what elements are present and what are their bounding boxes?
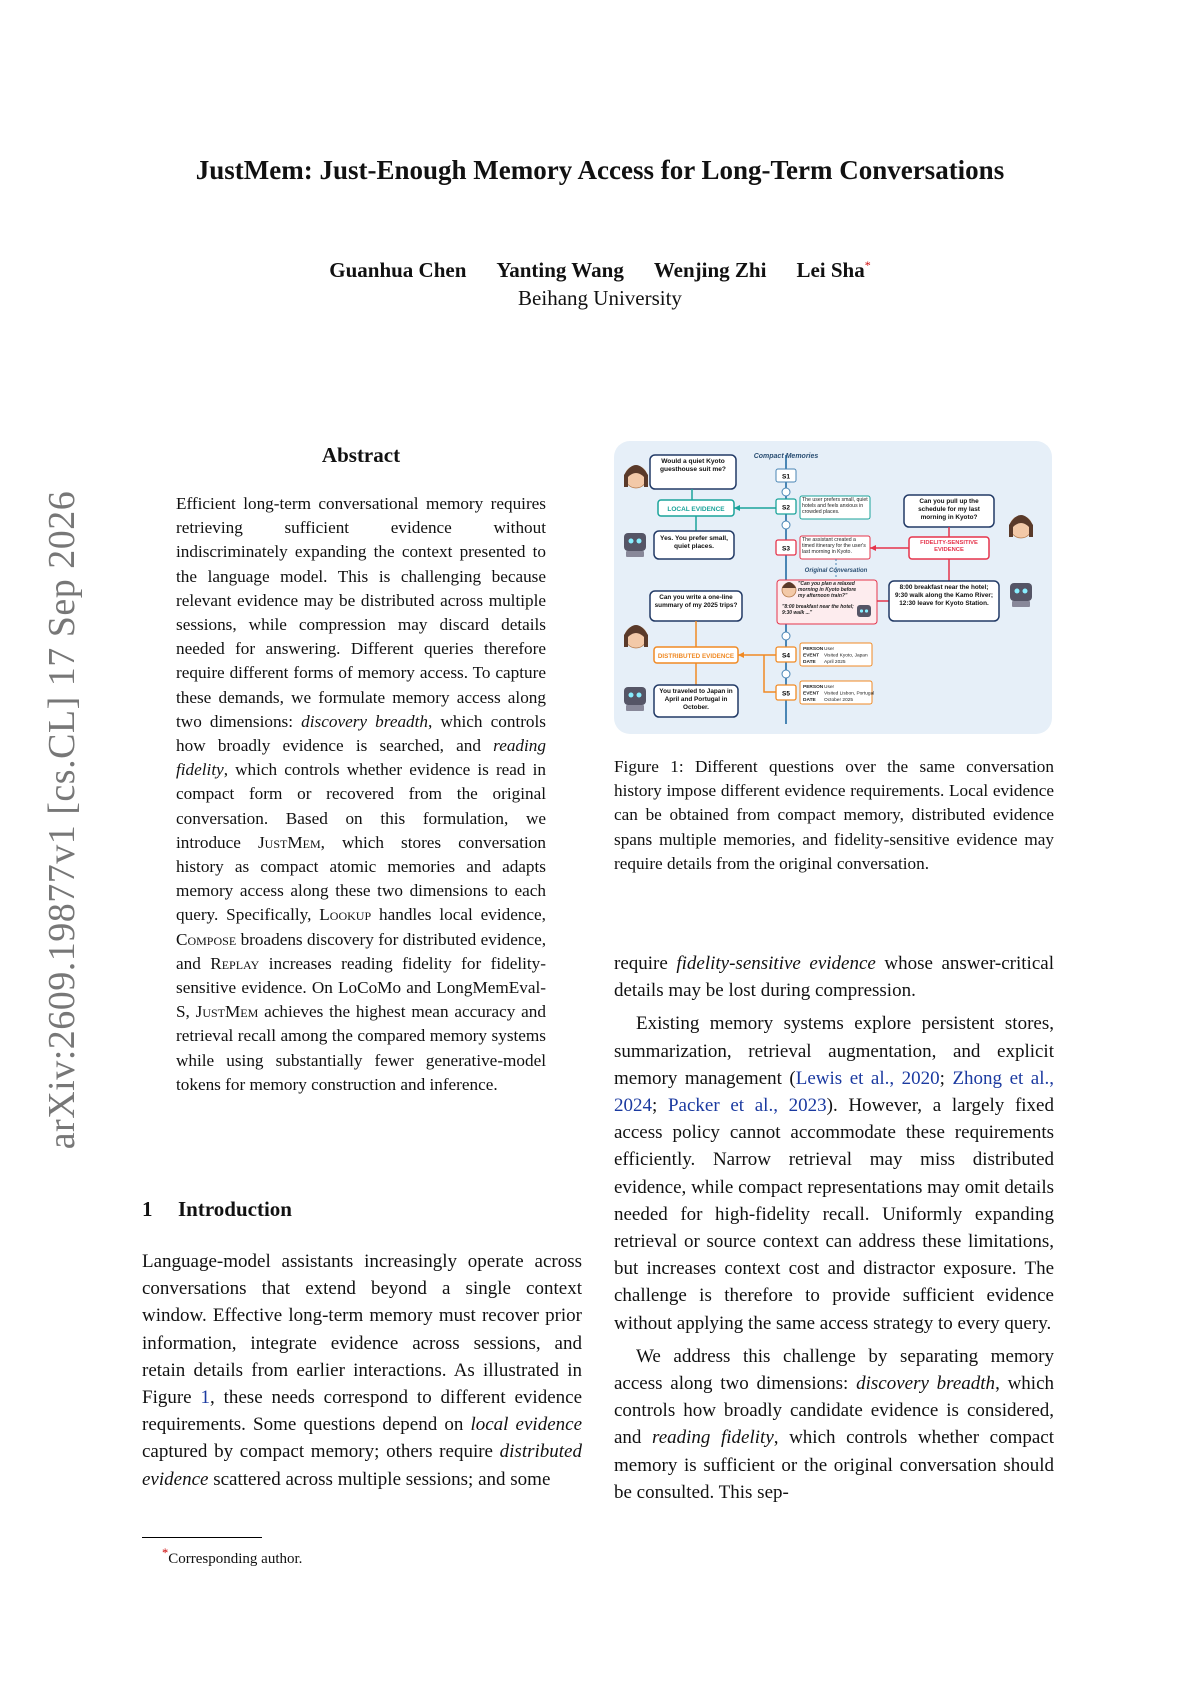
citation-link[interactable]: Zhong et al., 2024 (614, 1067, 1055, 1117)
figure-caption: Figure 1: Different questions over the same conversation history impose different evidence requirements. Local evidence can be obtained from compact memory, distributed evidence spans multiple memories, and fidelity-sensitive evidence may require details from the original conversation. (614, 757, 1054, 873)
abstract-heading: Abstract (321, 443, 401, 467)
abstract-body: Efficient long-term conversational memory requires retrieving sufficient evidence without indiscriminately expanding the context presented to the language model. This is challenging because relevant evidence may be distributed across multiple sessions, while compression may discard details needed for answering. Different queries therefore require different forms of memory access. To capture these demands, we formulate memory access along two dimensions: discovery breadth, which controls how broadly evidence is searched, and reading fidelity, which controls whether evidence is read in compact form or recovered from the original conversation. Based on this formulation, we introduce JustMem, which stores conversation history as compact atomic memories and adapts memory access along these two dimensions to each query. Specifically, Lookup handles local evidence, Compose broadens discovery for distributed evidence, and Replay increases reading fidelity for fidelity-sensitive evidence. On LoCoMo and LongMemEval-S, JustMem achieves the highest mean accuracy and retrieval recall among the compared memory systems while using substantially fewer generative-model tokens for memory construction and inference. (176, 494, 546, 1094)
local-evidence-label: LOCAL EVIDENCE (667, 506, 725, 513)
author-name: Guanhua Chen (329, 258, 467, 282)
orig-question-text: "Can you plan a relaxed morning in Kyoto before my afternoon train?" (798, 581, 857, 599)
figure-link[interactable]: 1 (200, 1387, 210, 1409)
citation-link[interactable]: Packer et al., 2023 (667, 1095, 827, 1117)
robot-icon (1010, 583, 1032, 601)
author-name: Yanting Wang (496, 258, 624, 282)
s4-label: S4 (782, 652, 790, 660)
compact-memories-label: Compact Memories (753, 453, 819, 460)
distributed-evidence-label: DISTRIBUTED EVIDENCE (657, 653, 735, 660)
footnote: *Corresponding author. (162, 1546, 303, 1567)
section-heading: 1 Introduction (142, 1197, 292, 1221)
robot-body-icon (626, 705, 644, 711)
s2-label: S2 (782, 504, 790, 512)
robot-eye-icon (1015, 589, 1020, 594)
citation-link[interactable]: Lewis et al., 2020 (795, 1067, 940, 1089)
robot-eye-icon (637, 539, 642, 544)
author-name: Lei Sha* (796, 258, 871, 282)
intro-right-column: require fidelity-sensitive evidence whose answer-critical details may be lost during compression. Existing memory systems explore persistent stores, summarization, retrieval augmentation, and explicit memory management (Lewis et al., 2020; Zhong et al., 2024; Packer et al., 2023). However, a largely fixed access policy cannot accommodate these requirements efficiently. Narrow retrieval may miss distributed evidence, while compact representations may omit details needed for high-fidelity recall. Uniformly expanding retrieval or source context can address these limitations, but increases context cost and distractor exposure. The challenge is therefore to provide sufficient evidence without applying the same access strategy to every query. We address this challenge by separating memory access along two dimensions: discovery breadth, which controls how broadly candidate evidence is considered, and reading fidelity, which controls whether compact memory is sufficient or the original conversation should be consulted. This sep- (614, 953, 1055, 1503)
distributed-answer-text: You traveled to Japan in April and Portugal in October. (659, 688, 733, 711)
timeline-node (782, 632, 790, 640)
robot-icon (624, 533, 646, 551)
s1-label: S1 (782, 473, 790, 481)
fidelity-evidence-label: FIDELITY-SENSITIVE EVIDENCE (920, 540, 978, 553)
figure-1-diagram (614, 441, 1052, 734)
affiliation: Beihang University (518, 286, 682, 310)
timeline-node (782, 521, 790, 529)
footnote-rule (142, 1537, 262, 1538)
author-name: Wenjing Zhi (653, 258, 767, 282)
s2-memory-text: The user prefers small, quiet hotels and feels anxious in crowded places. (802, 497, 868, 515)
orig-answer-text: "8:00 breakfast near the hotel; 9:30 walk ..." (782, 604, 854, 616)
orig-conv-label: Original Conversation (804, 568, 868, 574)
s5-memory-fields: PERSONUser EVENT Visited Lisbon, Portugal DATE October 2025 (803, 685, 875, 703)
fidelity-question-text: Can you pull up the schedule for my last morning in Kyoto? (918, 498, 980, 521)
robot-eye-icon (629, 539, 634, 544)
local-answer-text: Yes. You prefer small, quiet places. (660, 535, 728, 550)
robot-eye-icon (629, 693, 634, 698)
s3-label: S3 (782, 545, 790, 553)
author-list (100, 258, 1100, 283)
intro-left-column: Language-model assistants increasingly operate across conversations that extend beyond a single context window. Effective long-term memory must recover prior information, integrate evidence across sessions, and retain details from earlier interactions. As illustrated in Figure 1, these needs correspond to different evidence requirements. Some questions depend on local evidence captured by compact memory; others require distributed evidence scattered across multiple sessions; and some (142, 1251, 583, 1490)
corresponding-mark: * (864, 258, 871, 272)
robot-body-icon (1012, 601, 1030, 607)
robot-icon (857, 605, 871, 617)
paper-title: JustMem: Just-Enough Memory Access for Long-Term Conversations (195, 155, 1005, 185)
timeline-node (782, 670, 790, 678)
s4-memory-fields: PERSONUser EVENT Visited Kyoto, Japan DATE April 2025 (803, 647, 868, 665)
s5-label: S5 (782, 690, 790, 698)
timeline-node (782, 488, 790, 496)
robot-eye-icon (860, 609, 863, 612)
robot-icon (624, 687, 646, 705)
robot-body-icon (626, 551, 644, 557)
robot-eye-icon (865, 609, 868, 612)
distributed-question-text: Can you write a one-line summary of my 2025 trips? (654, 594, 738, 609)
s3-memory-text: The assistant created a timed itinerary for the user's last morning in Kyoto. (802, 537, 866, 555)
local-question-text: Would a quiet Kyoto guesthouse suit me? (660, 458, 726, 473)
fidelity-answer-text: 8:00 breakfast near the hotel; 9:30 walk along the Kamo River; 12:30 leave for Kyoto Station. (894, 584, 994, 607)
arxiv-stamp: arXiv:2609.19877v1 [cs.CL] 17 Sep 2026 (41, 490, 83, 1150)
robot-eye-icon (1023, 589, 1028, 594)
robot-eye-icon (637, 693, 642, 698)
